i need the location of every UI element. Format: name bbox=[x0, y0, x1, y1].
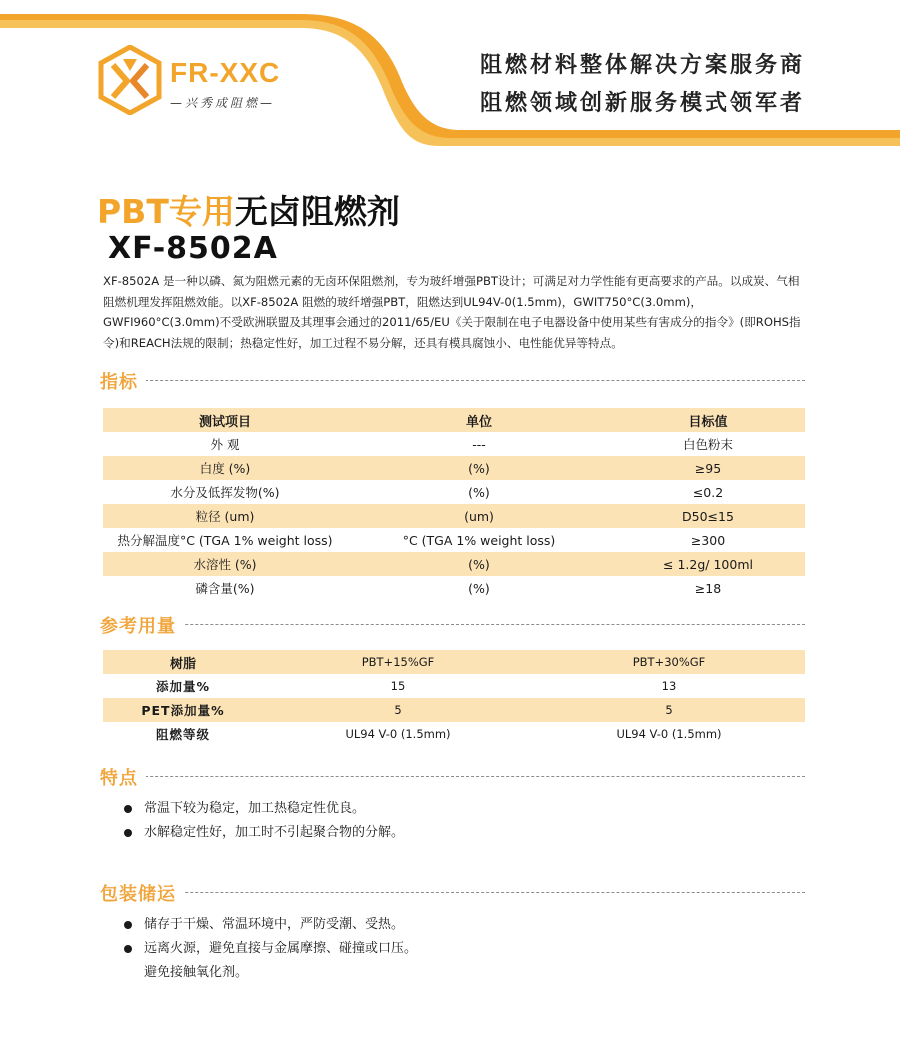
table-cell: ≤0.2 bbox=[692, 484, 724, 500]
table-row bbox=[103, 722, 805, 746]
section-heading: 包装储运 bbox=[100, 880, 184, 906]
list-item bbox=[124, 913, 804, 937]
table-header-cell: PBT+15%GF bbox=[263, 650, 533, 674]
dosage-table bbox=[103, 650, 805, 746]
list-item bbox=[124, 961, 804, 985]
brand-name: FR-XXC bbox=[170, 57, 281, 88]
table-cell: 阻燃等级 bbox=[155, 727, 210, 742]
table-cell: 5 bbox=[533, 698, 805, 722]
table-cell: °C (TGA 1% weight loss) bbox=[402, 532, 556, 548]
bullet-icon bbox=[124, 805, 132, 813]
table-cell: 水溶性 (%) bbox=[103, 552, 347, 576]
product-intro: XF-8502A 是一种以磷、氮为阻燃元素的无卤环保阻燃剂，专为玻纤增强PBT设计；可满足对力学性能有更高要求的产品。以成炭、气相阻燃机理发挥阻燃效能。以XF-8502A 阻燃的玻纤增强PBT，阻燃达到UL94V-0(1.5mm)，GWIT750°C(3.0mm)，GWFI960°C(3.0mm)不受欧洲联盟及其理事会通过的2011/65/EU《关于限制在电子电器设备中使用某些有害成分的指令》(即ROHS指令)和REACH法规的限制；热稳定性好，加工过程不易分解，还具有模具腐蚀小、电性能优异等特点。 bbox=[103, 274, 801, 350]
table-cell: (%) bbox=[468, 484, 490, 500]
product-model: XF-8502A bbox=[108, 231, 278, 266]
list-item-text: 储存于干燥、常温环境中，严防受潮、受热。 bbox=[144, 917, 405, 932]
table-row bbox=[103, 456, 805, 480]
section-heading: 指标 bbox=[100, 368, 146, 394]
section-divider bbox=[100, 380, 805, 381]
bullet-icon bbox=[124, 829, 132, 837]
table-row bbox=[103, 432, 805, 456]
spec-table bbox=[103, 408, 805, 600]
list-item-text: 远离火源，避免直接与金属摩擦、碰撞或口压。 bbox=[144, 941, 418, 956]
list-item-text: 避免接触氧化剂。 bbox=[144, 965, 249, 980]
section-spec bbox=[100, 368, 805, 392]
brand-slogan: —兴秀成阻燃— bbox=[170, 96, 276, 110]
table-cell: 白度 (%) bbox=[103, 456, 347, 480]
table-header-row bbox=[103, 408, 805, 432]
table-cell: ≥95 bbox=[611, 456, 805, 480]
table-cell: UL94 V-0 (1.5mm) bbox=[616, 727, 722, 741]
table-row bbox=[103, 698, 805, 722]
table-cell: --- bbox=[472, 436, 486, 452]
list-item-text: 常温下较为稳定，加工热稳定性优良。 bbox=[144, 801, 366, 816]
table-cell: (%) bbox=[468, 580, 490, 596]
title-main: 无卤阻燃剂 bbox=[234, 192, 400, 231]
section-features bbox=[100, 764, 805, 788]
tagline-line-1: 阻燃材料整体解决方案服务商 bbox=[479, 53, 805, 78]
section-divider bbox=[100, 776, 805, 777]
table-cell: 水分及低挥发物(%) bbox=[170, 485, 280, 500]
table-cell: (%) bbox=[347, 552, 611, 576]
title-accent: PBT专用 bbox=[97, 192, 235, 231]
table-cell: 5 bbox=[263, 698, 533, 722]
table-row bbox=[103, 480, 805, 504]
table-header-row bbox=[103, 650, 805, 674]
table-row bbox=[103, 504, 805, 528]
tagline-line-2: 阻燃领域创新服务模式领军者 bbox=[479, 91, 805, 116]
table-cell: PET添加量% bbox=[103, 698, 263, 722]
table-cell: 热分解温度°C (TGA 1% weight loss) bbox=[117, 533, 333, 548]
section-heading: 参考用量 bbox=[100, 612, 184, 638]
table-cell: 磷含量(%) bbox=[195, 581, 255, 596]
table-row bbox=[103, 552, 805, 576]
table-cell: 添加量% bbox=[155, 679, 211, 694]
bullet-icon bbox=[124, 921, 132, 929]
packaging-list bbox=[124, 913, 804, 985]
table-row bbox=[103, 576, 805, 600]
table-cell: ≤ 1.2g/ 100ml bbox=[611, 552, 805, 576]
table-cell: 粒径 (um) bbox=[103, 504, 347, 528]
section-heading: 特点 bbox=[100, 764, 146, 790]
table-header-cell: PBT+30%GF bbox=[533, 650, 805, 674]
section-dosage bbox=[100, 612, 805, 636]
brand-logo-icon bbox=[95, 45, 165, 115]
table-cell: D50≤15 bbox=[611, 504, 805, 528]
table-cell: 13 bbox=[661, 679, 677, 693]
table-cell: (um) bbox=[347, 504, 611, 528]
features-list bbox=[124, 797, 804, 845]
table-cell: ≥18 bbox=[694, 580, 722, 596]
table-cell: UL94 V-0 (1.5mm) bbox=[345, 727, 451, 741]
section-divider bbox=[100, 624, 805, 625]
table-header-cell: 单位 bbox=[347, 408, 611, 432]
list-item bbox=[124, 821, 804, 845]
page-title bbox=[97, 186, 400, 233]
table-row bbox=[103, 528, 805, 552]
table-row bbox=[103, 674, 805, 698]
table-header-cell: 树脂 bbox=[103, 650, 263, 674]
list-item bbox=[124, 937, 804, 961]
table-cell: 外 观 bbox=[210, 437, 240, 452]
section-packaging bbox=[100, 880, 805, 904]
section-divider bbox=[100, 892, 805, 893]
list-item-text: 水解稳定性好，加工时不引起聚合物的分解。 bbox=[144, 825, 405, 840]
table-header-cell: 目标值 bbox=[611, 408, 805, 432]
bullet-icon bbox=[124, 945, 132, 953]
table-cell: 15 bbox=[390, 679, 406, 693]
list-item bbox=[124, 797, 804, 821]
table-cell: (%) bbox=[347, 456, 611, 480]
table-header-cell: 测试项目 bbox=[103, 408, 347, 432]
table-cell: ≥300 bbox=[690, 532, 726, 548]
table-cell: 白色粉末 bbox=[682, 437, 733, 452]
